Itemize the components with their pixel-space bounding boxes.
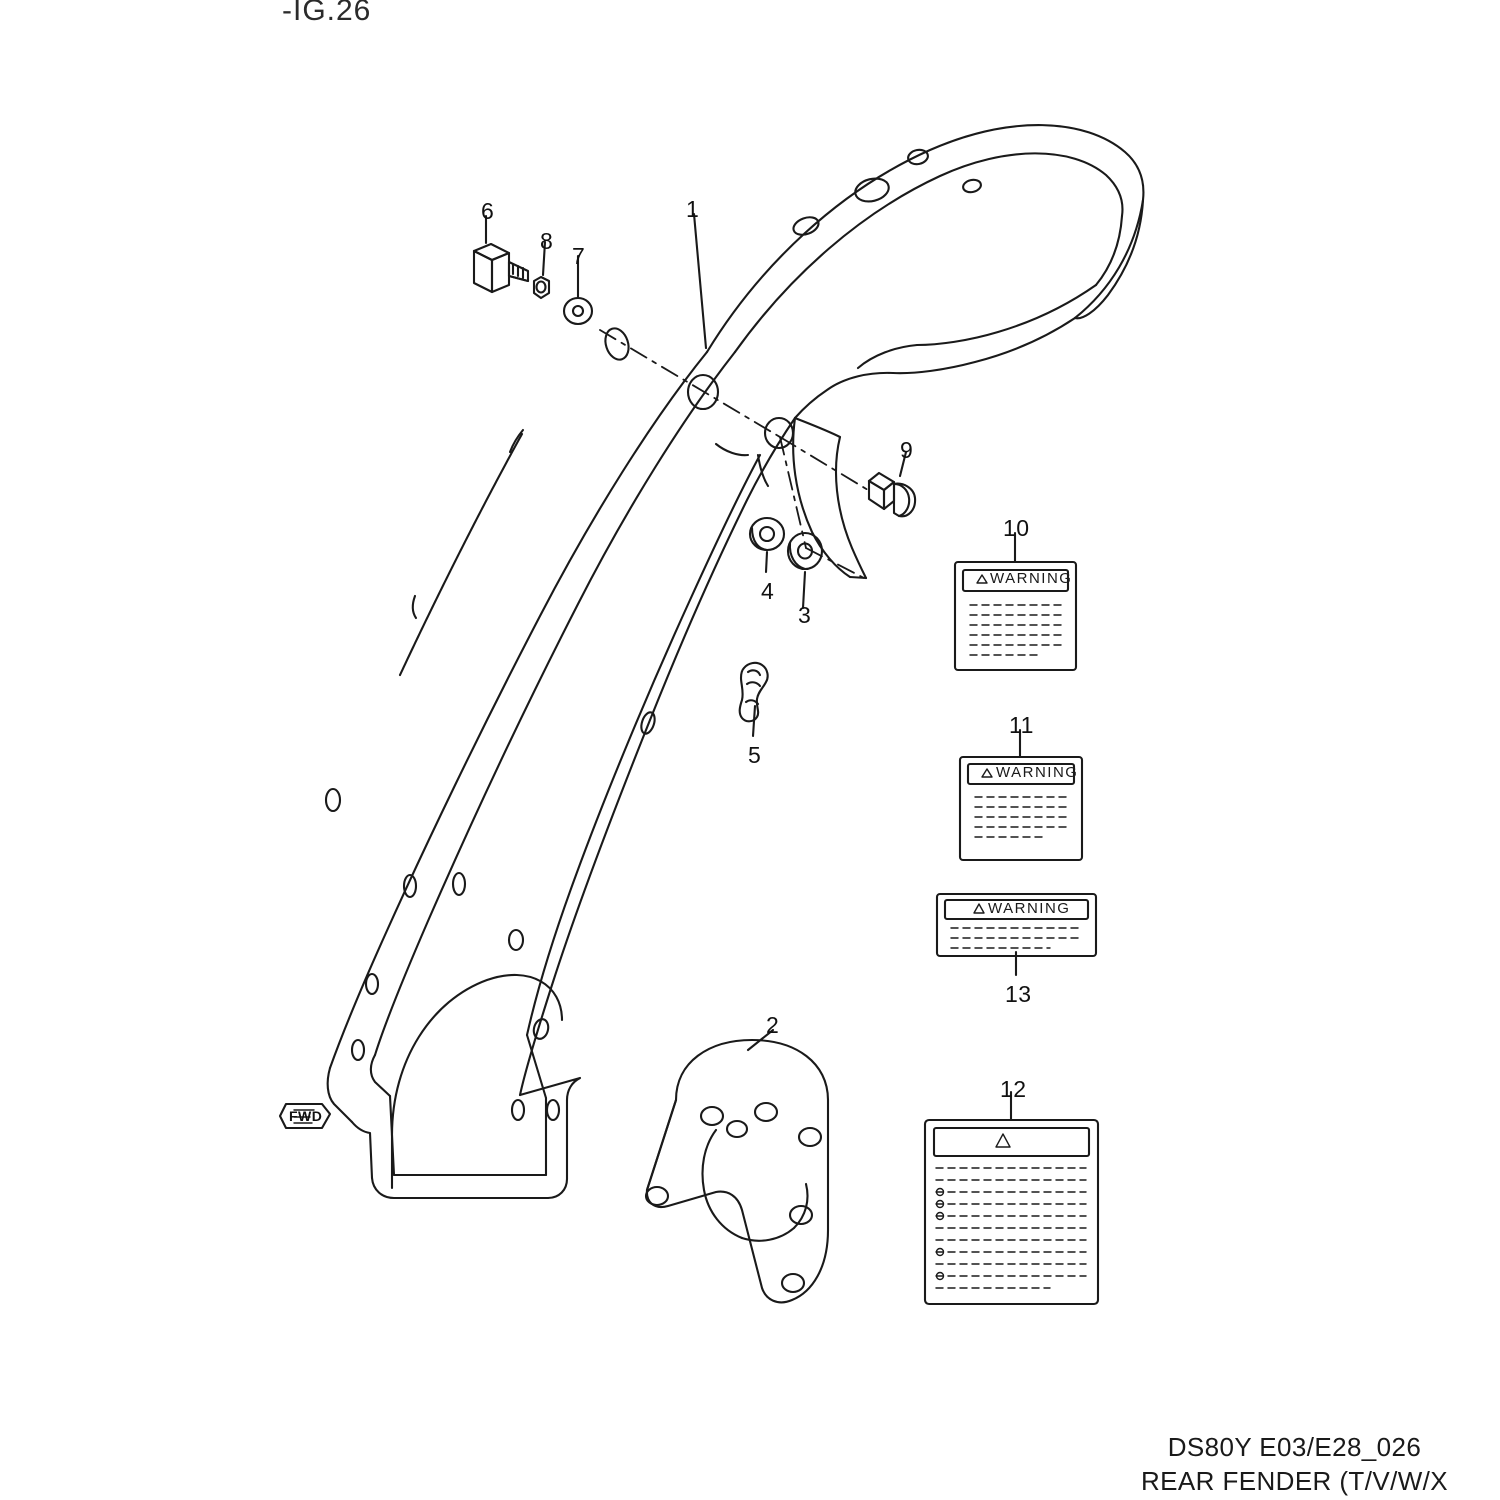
fender-hole-n [352,1040,364,1060]
figure-header-label: -IG.26 [282,0,372,27]
part-7-washer [564,298,592,324]
callout-13: 13 [1005,981,1032,1007]
fender-surface-detail-5 [795,418,840,437]
part-3-spacer [788,533,822,569]
warning-label-11-title: WARNING [996,764,1079,781]
fender-hole-q [547,1100,559,1120]
fender-fold-upper [795,373,893,418]
flap-rivet-6 [790,1206,812,1224]
assembly-axis-lower-2 [806,548,864,578]
callout-8: 8 [540,228,554,254]
figure-footer [1141,1430,1448,1498]
fender-left-inner-edge [375,352,735,1055]
leader-5 [753,706,755,736]
callout-11: 11 [1009,712,1034,738]
fender-hole-l [509,930,523,950]
part-9-bolt [869,473,915,516]
fwd-marker-text: FWD [289,1108,323,1124]
fender-left-outer-edge [330,352,707,1068]
callout-1: 1 [686,196,700,222]
fender-bottom-inner-right [527,1035,546,1098]
flap-rivet-1 [701,1107,723,1125]
fender-hole-f [907,148,929,166]
callout-6: 6 [481,198,495,224]
fender-bottom-right-join [520,1078,580,1100]
warning-label-13-title: WARNING [988,900,1071,917]
fender-hole-a [602,325,633,362]
fender-hole-h [326,789,340,811]
flap-rivet-3 [727,1121,747,1137]
callout-3: 3 [798,602,812,628]
fender-surface-detail-1 [413,596,416,618]
fender-hole-p [512,1100,524,1120]
figure-footer-title: REAR FENDER (T/V/W/X [1140,1466,1448,1496]
part-4-grommet [750,518,784,550]
part-2-mud-flap [646,1040,828,1302]
fender-hole-m [366,974,378,994]
warning-label-10-title: WARNING [990,570,1073,587]
fender-crease-line [400,434,522,675]
figure-footer-code: DS80Y E03/E28_026 [1167,1432,1422,1462]
fender-right-cap-inner [1096,216,1122,285]
fender-bottom-left-corner [328,1068,352,1122]
fender-tail-lower [917,285,1096,345]
fender-bottom-edge [372,1178,548,1198]
callout-2: 2 [766,1012,780,1038]
spec-label-12-shape [925,1120,1098,1304]
fender-upper-inner-edge [735,153,1122,352]
fender-hole-g [962,178,982,193]
callout-10: 10 [1003,515,1030,541]
fender-fold-lower [858,345,917,368]
fender-right-cap [1075,200,1143,318]
flap-rivet-4 [799,1128,821,1146]
part-8-nut [534,277,549,298]
fender-bottom-tab-left-outer [352,1122,372,1178]
flap-rivet-7 [782,1274,804,1292]
flap-rivet-2 [755,1103,777,1121]
fender-bracket-edge [836,437,866,578]
callout-12: 12 [1000,1076,1027,1102]
callout-7: 7 [572,243,586,269]
fender-right-edge-inner [527,455,760,1035]
fender-hole-e [791,214,821,238]
leader-1 [694,214,706,348]
fender-bottom-inner-corner [371,1055,390,1096]
fender-surface-detail-3 [716,444,748,455]
callout-9: 9 [900,437,914,463]
callout-5: 5 [748,742,762,768]
callout-4: 4 [761,578,775,604]
fender-hole-k [453,873,465,895]
leader-4 [766,552,767,572]
fender-surface-detail-2 [510,430,523,452]
flap-rivet-5 [646,1187,668,1205]
part-6-bolt [474,244,528,292]
